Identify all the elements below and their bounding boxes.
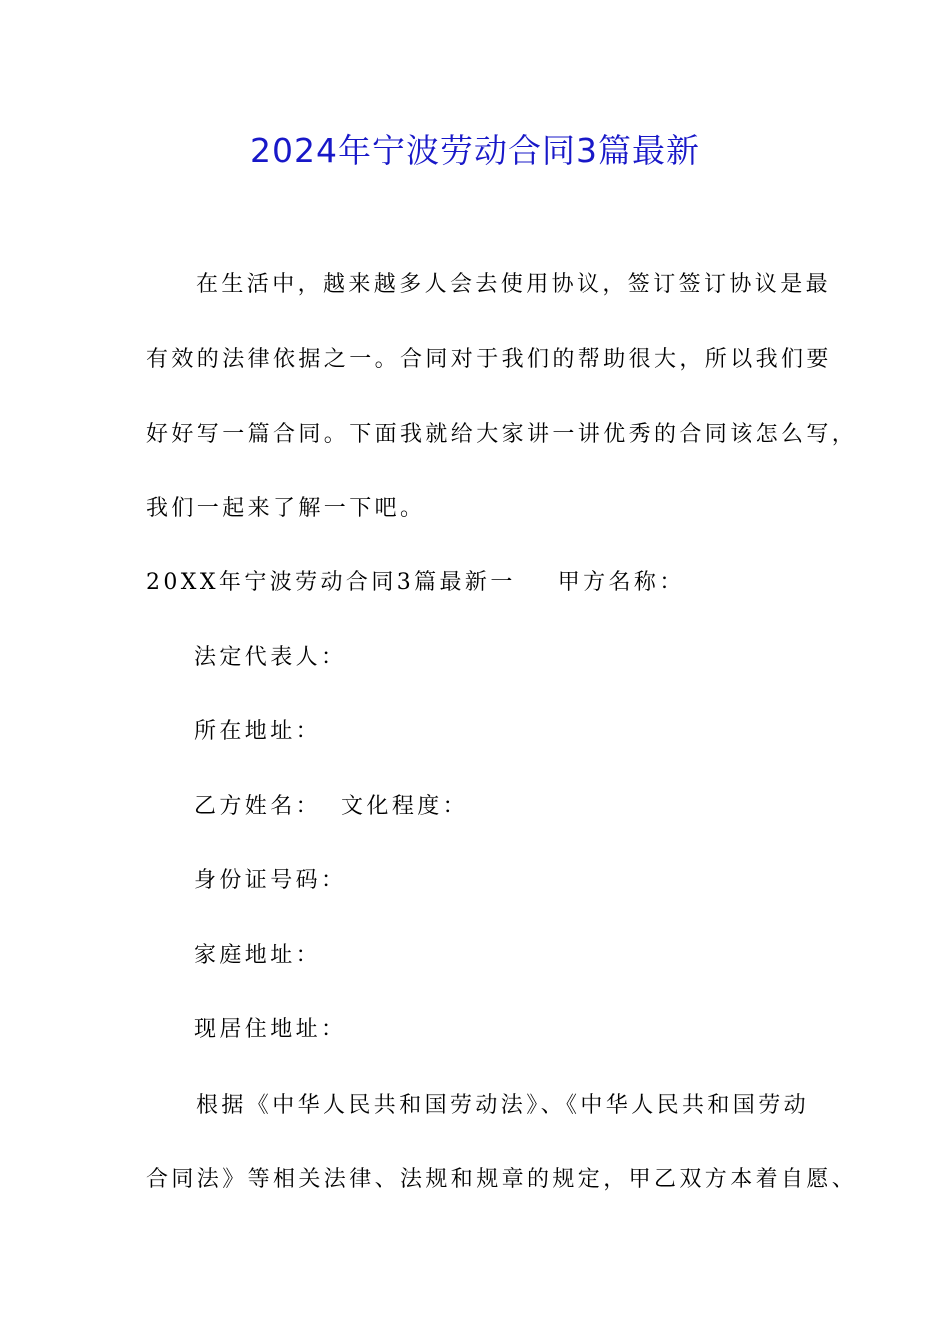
id-number-label: 身份证号码：: [194, 868, 347, 893]
current-address-label: 现居住地址：: [194, 1017, 347, 1042]
intro-line-1: 在生活中，越来越多人会去使用协议，签订签订协议是最: [196, 272, 832, 297]
address-label: 所在地址：: [194, 719, 322, 744]
legal-rep-label: 法定代表人：: [194, 645, 347, 670]
intro-line-4: 我们一起来了解一下吧。: [146, 496, 426, 521]
party-b-name-label: 乙方姓名：: [194, 794, 322, 819]
section-heading: 20XX年宁波劳动合同3篇最新一: [146, 570, 516, 595]
body-line-2: 合同法》等相关法律、法规和规章的规定，甲乙双方本着自愿、: [146, 1167, 858, 1192]
home-address-label: 家庭地址：: [194, 943, 322, 968]
party-b-row: [194, 792, 468, 822]
body-line-1: 根据《中华人民共和国劳动法》、《中华人民共和国劳动: [196, 1093, 810, 1118]
education-label: 文化程度：: [341, 794, 469, 819]
section-heading-row: [146, 568, 685, 598]
intro-line-3: 好好写一篇合同。下面我就给大家讲一讲优秀的合同该怎么写，: [146, 422, 858, 447]
document-title: 2024年宁波劳动合同3篇最新: [250, 131, 700, 170]
party-a-name-label: 甲方名称：: [557, 570, 685, 595]
intro-line-2: 有效的法律依据之一。合同对于我们的帮助很大，所以我们要: [146, 347, 832, 372]
